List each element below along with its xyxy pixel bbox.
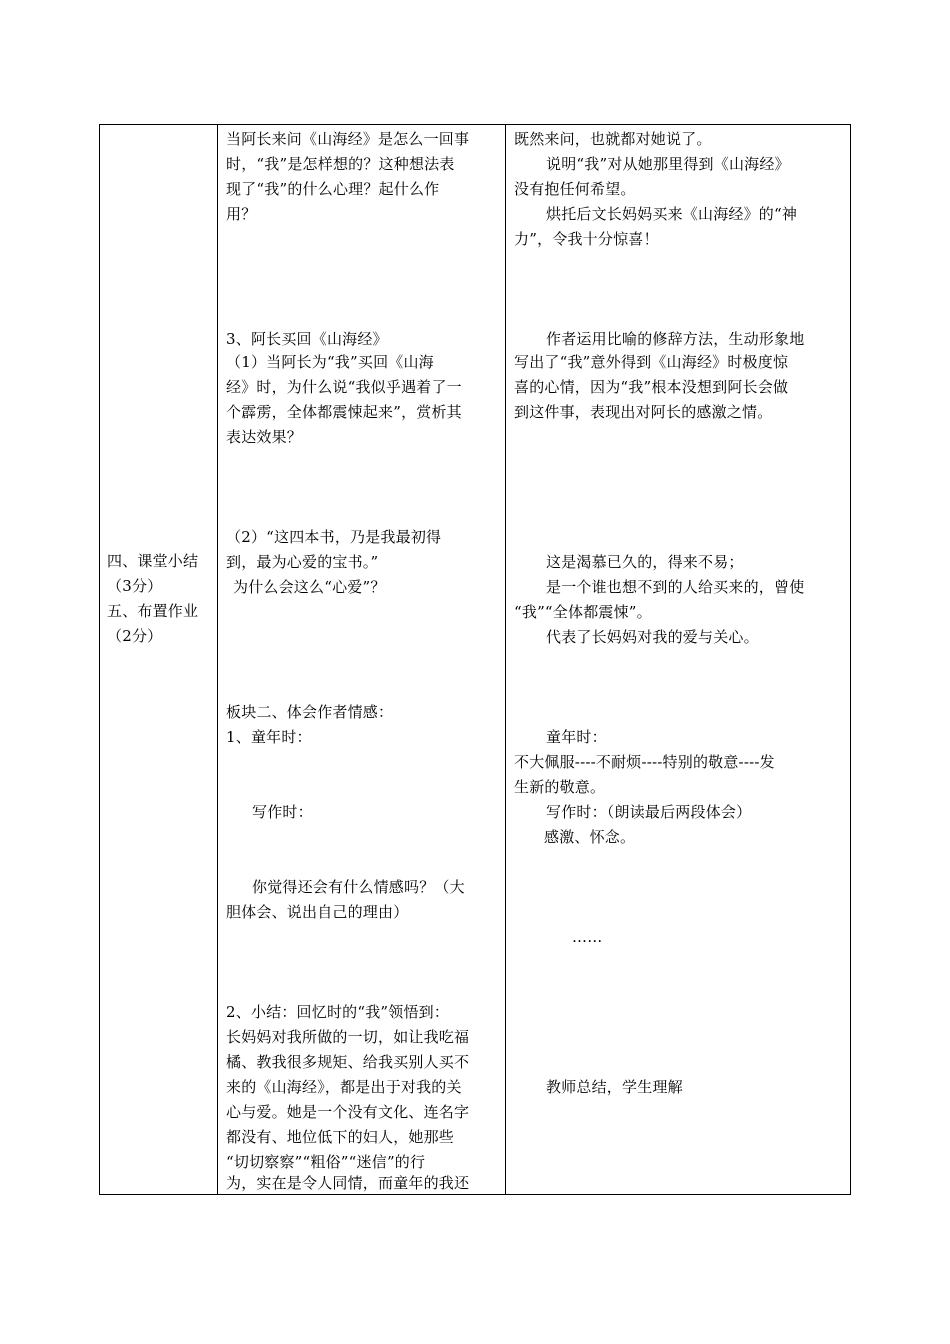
text-line: 为什么会这么“心爱”？: [233, 578, 386, 596]
text-line: 个霹雳，全体都震悚起来”，赏析其: [226, 403, 462, 421]
text-line: 时，“我”是怎样想的？这种想法表: [226, 155, 455, 173]
text-line: 长妈妈对我所做的一切，如让我吃福: [226, 1028, 470, 1046]
column-divider-2: [505, 124, 506, 1195]
text-line: 到，最为心爱的宝书。”: [226, 553, 379, 571]
text-line: 1、童年时：: [226, 728, 312, 746]
text-line: 为，实在是令人同情，而童年的我还: [226, 1174, 470, 1192]
text-line: 都没有、地位低下的妇人，她那些: [226, 1128, 455, 1146]
text-line: 童年时：: [546, 728, 607, 746]
text-line: 3、阿长买回《山海经》: [226, 330, 388, 348]
text-line: “我”“全体都震悚”。: [514, 603, 652, 621]
text-line: 说明“我”对从她那里得到《山海经》: [546, 155, 790, 173]
text-line: 力”，令我十分惊喜！: [514, 230, 659, 248]
text-line: （1）当阿长为“我”买回《山海: [226, 353, 434, 371]
text-line: 喜的心情，因为“我”根本没想到阿长会做: [514, 378, 789, 396]
text-line: 橘、教我很多规矩、给我买别人买不: [226, 1053, 470, 1071]
text-line: 代表了长妈妈对我的爱与关心。: [546, 628, 759, 646]
text-line: 既然来问，也就都对她说了。: [514, 130, 712, 148]
text-line: 不大佩服----不耐烦----特别的敬意----发: [514, 753, 775, 771]
text-line: 心与爱。她是一个没有文化、连名字: [226, 1103, 470, 1121]
text-line: 现了“我”的什么心理？起什么作: [226, 180, 440, 198]
lesson-table: [99, 124, 851, 1195]
section-summary-score: （3分）: [107, 577, 163, 595]
section-homework-score: （2分）: [107, 627, 163, 645]
text-line: 这是渴慕已久的，得来不易；: [546, 553, 744, 571]
text-line: 烘托后文长妈妈买来《山海经》的“神: [546, 205, 798, 223]
text-line: （2）“这四本书，乃是我最初得: [226, 528, 442, 546]
text-line: 用？: [226, 205, 257, 223]
text-line: 到这件事，表现出对阿长的感激之情。: [514, 403, 773, 421]
text-line: 写作时：: [252, 803, 313, 821]
text-line: 板块二、体会作者情感：: [226, 703, 394, 721]
section-summary-label: 四、课堂小结: [107, 552, 199, 570]
text-line: 生新的敬意。: [514, 778, 606, 796]
text-line: 感激、怀念。: [544, 828, 636, 846]
column-divider-1: [217, 124, 218, 1195]
text-line: 写作时：（朗读最后两段体会）: [546, 803, 752, 821]
text-line: 没有抱任何希望。: [514, 180, 636, 198]
text-line: 教师总结，学生理解: [546, 1078, 683, 1096]
text-line: 表达效果？: [226, 428, 303, 446]
text-line: 2、小结：回忆时的“我”领悟到：: [226, 1003, 450, 1021]
ellipsis: ……: [572, 928, 603, 946]
text-line: “切切察察”“粗俗”“迷信”的行: [226, 1153, 426, 1171]
text-line: 来的《山海经》，都是出于对我的关: [226, 1078, 462, 1096]
section-homework-label: 五、布置作业: [107, 602, 199, 620]
text-line: 是一个谁也想不到的人给买来的，曾使: [546, 578, 805, 596]
text-line: 经》时，为什么说“我似乎遇着了一: [226, 378, 462, 396]
text-line: 当阿长来问《山海经》是怎么一回事: [226, 130, 470, 148]
text-line: 胆体会、说出自己的理由）: [226, 903, 409, 921]
text-line: 作者运用比喻的修辞方法，生动形象地: [546, 330, 805, 348]
text-line: 写出了“我”意外得到《山海经》时极度惊: [514, 353, 789, 371]
text-line: 你觉得还会有什么情感吗？（大: [252, 878, 465, 896]
